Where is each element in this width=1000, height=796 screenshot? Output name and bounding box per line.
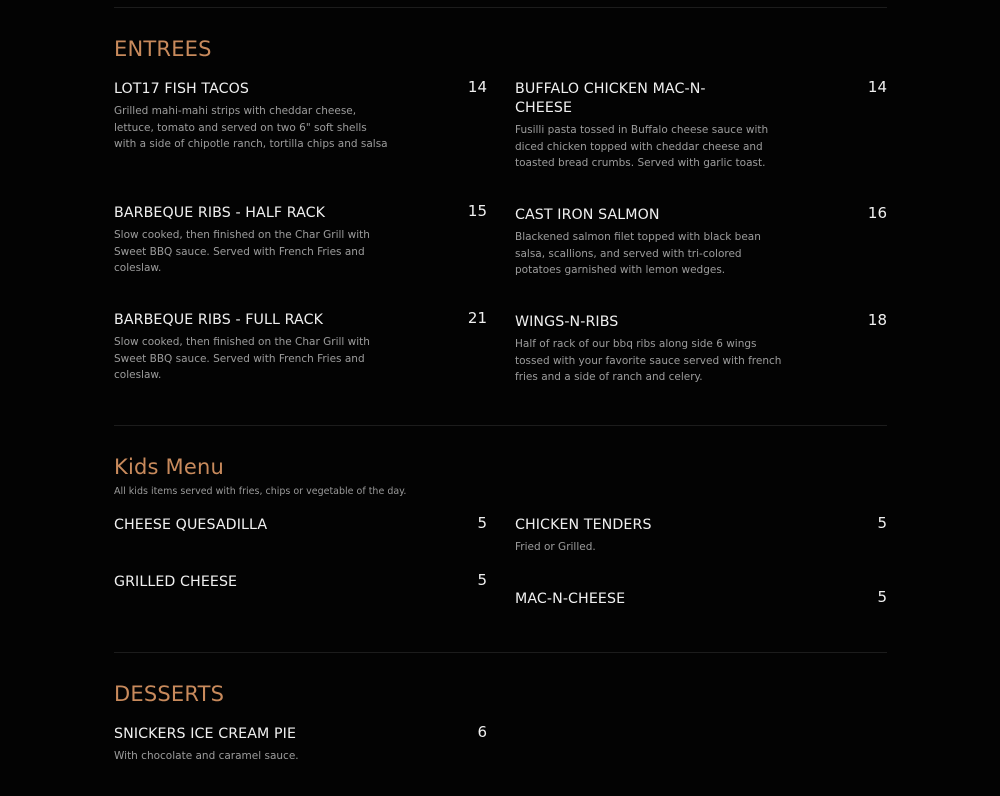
item-price: 21 (467, 309, 487, 327)
item-name: GRILLED CHEESE (114, 574, 238, 590)
kids-menu-heading: Kids Menu (114, 455, 225, 479)
item-price: 5 (877, 514, 887, 532)
item-name: CHICKEN TENDERS (515, 517, 652, 533)
item-price: 14 (867, 78, 887, 96)
menu-item-wings-n-ribs (515, 313, 887, 386)
item-description: Fried or Grilled. (515, 541, 596, 553)
menu-item-chicken-tenders (515, 516, 887, 556)
kids-menu-note: All kids items served with fries, chips or vegetable of the day. (114, 486, 407, 497)
item-name: SNICKERS ICE CREAM PIE (114, 726, 297, 742)
menu-item-fish-tacos (114, 80, 487, 153)
menu-item-snickers-pie (114, 725, 487, 765)
menu-item-ribs-full (114, 311, 487, 384)
item-price: 6 (477, 723, 487, 741)
item-price: 15 (467, 202, 487, 220)
section-divider (114, 652, 887, 653)
item-name: BARBEQUE RIBS - HALF RACK (114, 205, 326, 221)
desserts-heading: DESSERTS (114, 682, 225, 706)
item-name: BARBEQUE RIBS - FULL RACK (114, 312, 324, 328)
item-price: 14 (467, 78, 487, 96)
item-price: 16 (867, 204, 887, 222)
top-divider (114, 7, 887, 8)
item-name: WINGS-N-RIBS (515, 314, 619, 330)
menu-item-ribs-half (114, 204, 487, 277)
item-price: 5 (877, 588, 887, 606)
item-description: Half of rack of our bbq ribs along side 6 wings tossed with your favorite sauce served with french fries and a side of ranch and celery. (515, 338, 782, 384)
item-price: 18 (867, 311, 887, 329)
item-name: LOT17 FISH TACOS (114, 81, 250, 97)
item-name: CAST IRON SALMON (515, 207, 660, 223)
menu-item-grilled-cheese (114, 573, 487, 592)
item-price: 5 (477, 514, 487, 532)
menu-item-buffalo-mac (515, 80, 887, 172)
section-divider (114, 425, 887, 426)
item-description: Slow cooked, then finished on the Char Grill with Sweet BBQ sauce. Served with French Fries and coleslaw. (114, 229, 370, 275)
item-name: MAC-N-CHEESE (515, 591, 626, 607)
item-price: 5 (477, 571, 487, 589)
item-name: BUFFALO CHICKEN MAC-N-CHEESE (515, 81, 706, 116)
menu-item-cast-iron-salmon (515, 206, 887, 279)
item-description: Slow cooked, then finished on the Char Grill with Sweet BBQ sauce. Served with French Fries and coleslaw. (114, 336, 370, 382)
menu-item-cheese-quesadilla (114, 516, 487, 535)
item-description: Grilled mahi-mahi strips with cheddar cheese, lettuce, tomato and served on two 6" soft shells with a side of chipotle ranch, tortilla chips and salsa (114, 105, 388, 151)
item-description: Blackened salmon filet topped with black bean salsa, scallions, and served with tri-colored potatoes garnished with lemon wedges. (515, 231, 761, 277)
item-description: With chocolate and caramel sauce. (114, 750, 299, 762)
menu-item-mac-n-cheese (515, 590, 887, 609)
item-name: CHEESE QUESADILLA (114, 517, 268, 533)
entrees-heading: ENTREES (114, 37, 212, 61)
item-description: Fusilli pasta tossed in Buffalo cheese sauce with diced chicken topped with cheddar cheese and toasted bread crumbs. Served with garlic toast. (515, 124, 769, 170)
